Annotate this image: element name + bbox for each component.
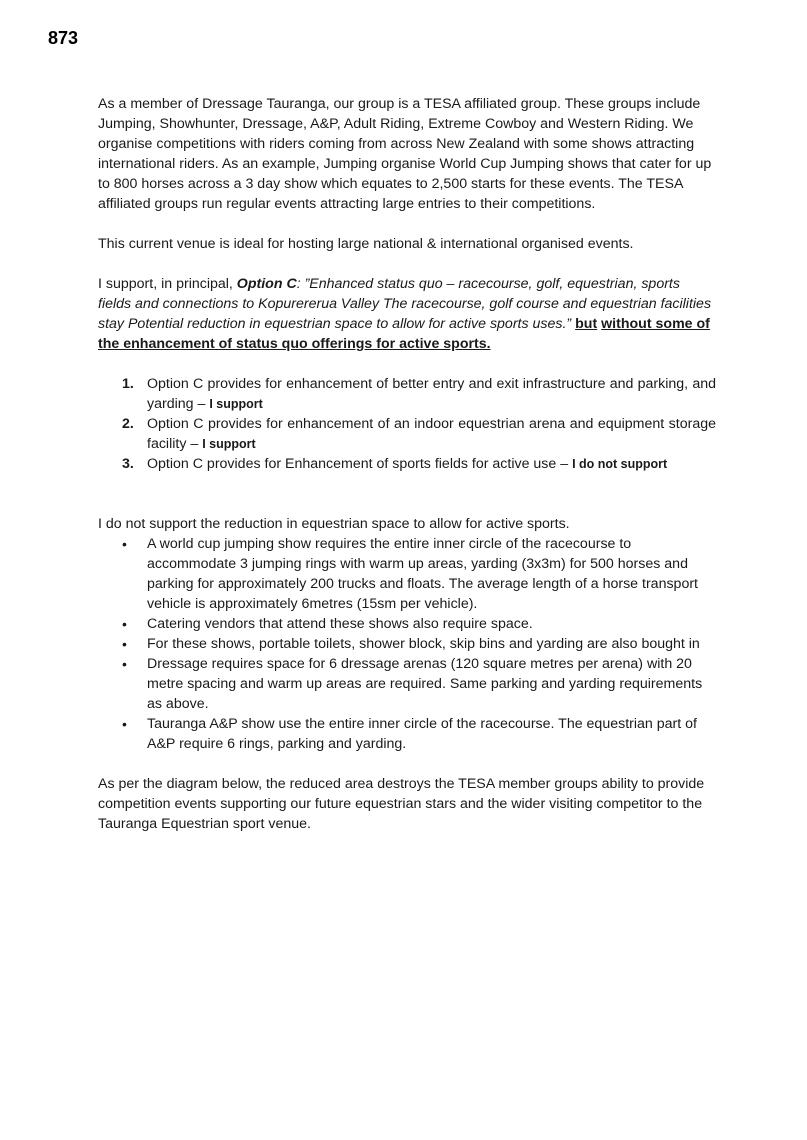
requirements-list [98,534,716,754]
list-item-text: For these shows, portable toilets, shower block, skip bins and yarding are also bought in [147,636,700,652]
support-statement [98,274,716,354]
options-list [98,374,716,474]
list-item [98,614,716,634]
closing-paragraph: As per the diagram below, the reduced area destroys the TESA member groups ability to provide competition events supporting our future equestrian stars and the wider visiting competitor to the Tauranga Equestrian sport venue. [98,776,705,832]
option-item-2 [98,414,716,454]
bullet-icon: • [122,636,127,652]
intro-paragraph: As a member of Dressage Tauranga, our group is a TESA affiliated group. These groups include Jumping, Showhunter, Dressage, A&P, Adult Riding, Extreme Cowboy and Western Riding. We organise competitions with riders coming from across New Zealand with some shows attracting international riders. As an example, Jumping organise World Cup Jumping shows that cater for up to 800 horses across a 3 day show which equates to 2,500 starts for these events. The TESA affiliated groups run regular events attracting large entries to their competitions. [98,96,712,212]
but-word: but [575,316,598,332]
support-lead: I support, in principal, [98,276,237,292]
venue-paragraph: This current venue is ideal for hosting large national & international organised events. [98,236,634,252]
option-number: 1. [122,376,134,392]
option-stance: I support [209,397,263,411]
option-text: Option C provides for Enhancement of sports fields for active use – [147,456,573,472]
option-c-label: Option C [236,276,297,292]
option-text: Option C provides for enhancement of an indoor equestrian arena and equipment storage facility – [147,416,716,452]
bullet-icon: • [122,656,127,672]
option-text: Option C provides for enhancement of better entry and exit infrastructure and parking, and yarding – [147,376,716,412]
list-item [98,634,716,654]
list-item [98,534,716,614]
list-item-text: Dressage requires space for 6 dressage arenas (120 square metres per arena) with 20 metre spacing and warm up areas are required. Same parking and yarding requirements as above. [147,656,703,712]
without-clause: without some of the enhancement of status quo offerings for active sports. [98,316,710,352]
option-c-quote: : ”Enhanced status quo – racecourse, golf, equestrian, sports fields and connections to Kopurererua Valley The racecourse, golf course and equestrian facilities stay Potential reduction in equestrian space to allow for active sports uses.” [98,276,712,332]
list-item-text: Tauranga A&P show use the entire inner circle of the racecourse. The equestrian part of A&P require 6 rings, parking and yarding. [147,716,697,752]
option-item-1 [98,374,716,414]
reduction-intro: I do not support the reduction in equestrian space to allow for active sports. [98,516,570,532]
spacer [98,474,716,514]
page-number: 873 [48,28,79,48]
option-stance: I support [202,437,256,451]
option-number: 3. [122,456,134,472]
list-item-text: Catering vendors that attend these shows also require space. [147,616,533,632]
option-stance: I do not support [572,457,668,471]
list-item [98,654,716,714]
document-body [98,94,716,834]
bullet-icon: • [122,716,127,732]
option-number: 2. [122,416,134,432]
list-item [98,714,716,754]
list-item-text: A world cup jumping show requires the entire inner circle of the racecourse to accommodate 3 jumping rings with warm up areas, yarding (3x3m) for 500 horses and parking for approximately 200 trucks and floats. The average length of a horse transport vehicle is approximately 6metres (15sm per vehicle). [147,536,698,612]
option-item-3 [98,454,716,474]
bullet-icon: • [122,536,127,552]
bullet-icon: • [122,616,127,632]
